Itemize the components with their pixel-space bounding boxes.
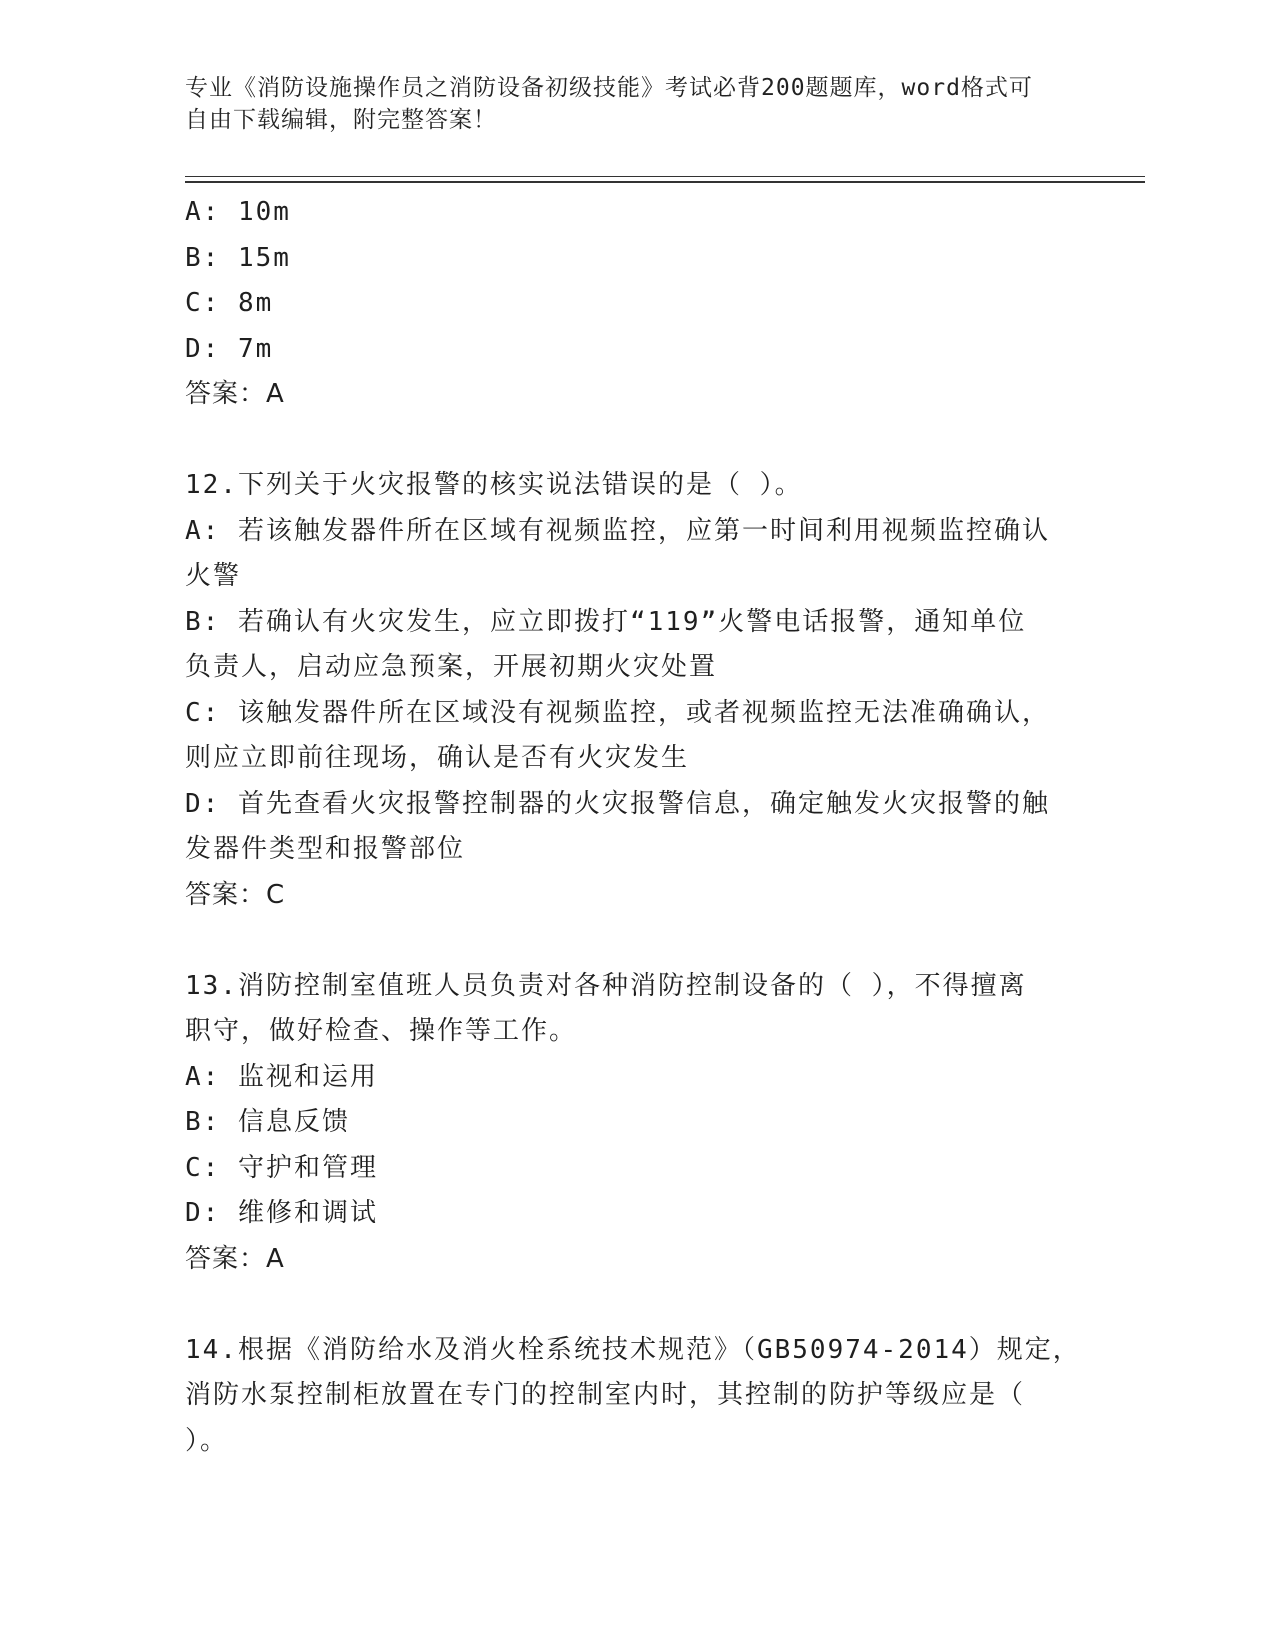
question-stem-continued: 职守，做好检查、操作等工作。 (185, 1016, 578, 1046)
option-c: C: 该触发器件所在区域没有视频监控，或者视频监控无法准确确认， (185, 697, 1050, 728)
question-13 (185, 964, 1085, 1283)
option-b: B: 15m (185, 242, 291, 273)
question-stem: 14.根据《消防给水及消火栓系统技术规范》（GB50974-2014）规定， (185, 1334, 1081, 1365)
answer-line: 答案：A (185, 1243, 285, 1274)
option-a: A: 10m (185, 197, 291, 227)
option-a-continued: 火警 (185, 561, 242, 591)
header-title-line-2: 自由下载编辑，附完整答案！ (185, 107, 497, 133)
option-d-continued: 发器件类型和报警部位 (185, 834, 466, 864)
option-b: B: 若确认有火灾发生，应立即拨打“119”火警电话报警，通知单位 (185, 606, 1027, 637)
option-a: A: 监视和运用 (185, 1061, 378, 1092)
question-stem-continued: 消防水泵控制柜放置在专门的控制室内时，其控制的防护等级应是（ (185, 1380, 1026, 1410)
question-stem: 13.消防控制室值班人员负责对各种消防控制设备的（ ），不得擅离 (185, 970, 1027, 1001)
option-c: C: 8m (185, 288, 274, 318)
spacer (185, 1282, 1085, 1328)
answer-line: 答案：A (185, 379, 285, 409)
option-c: C: 守护和管理 (185, 1152, 378, 1183)
option-b: B: 信息反馈 (185, 1107, 350, 1137)
option-d: D: 首先查看火灾报警控制器的火灾报警信息，确定触发火灾报警的触 (185, 788, 1050, 819)
question-stem-continued: ）。 (185, 1425, 229, 1456)
option-c-continued: 则应立即前往现场，确认是否有火灾发生 (185, 743, 690, 773)
option-d: D: 7m (185, 333, 274, 364)
question-12 (185, 463, 1085, 918)
document-header (185, 72, 1055, 136)
question-11 (185, 190, 1085, 418)
answer-line: 答案：C (185, 879, 286, 910)
option-a: A: 若该触发器件所在区域有视频监控，应第一时间利用视频监控确认 (185, 515, 1050, 546)
spacer (185, 918, 1085, 964)
spacer (185, 418, 1085, 464)
option-b-continued: 负责人，启动应急预案，开展初期火灾处置 (185, 652, 718, 682)
option-d: D: 维修和调试 (185, 1198, 378, 1228)
header-divider-thin (185, 176, 1145, 177)
question-stem: 12.下列关于火灾报警的核实说法错误的是（ ）。 (185, 470, 803, 500)
question-14 (185, 1328, 1085, 1465)
header-divider-thick (185, 181, 1145, 183)
header-title-line-1: 专业《消防设施操作员之消防设备初级技能》考试必背200题题库，word格式可 (185, 75, 1033, 101)
question-list (185, 190, 1085, 1464)
